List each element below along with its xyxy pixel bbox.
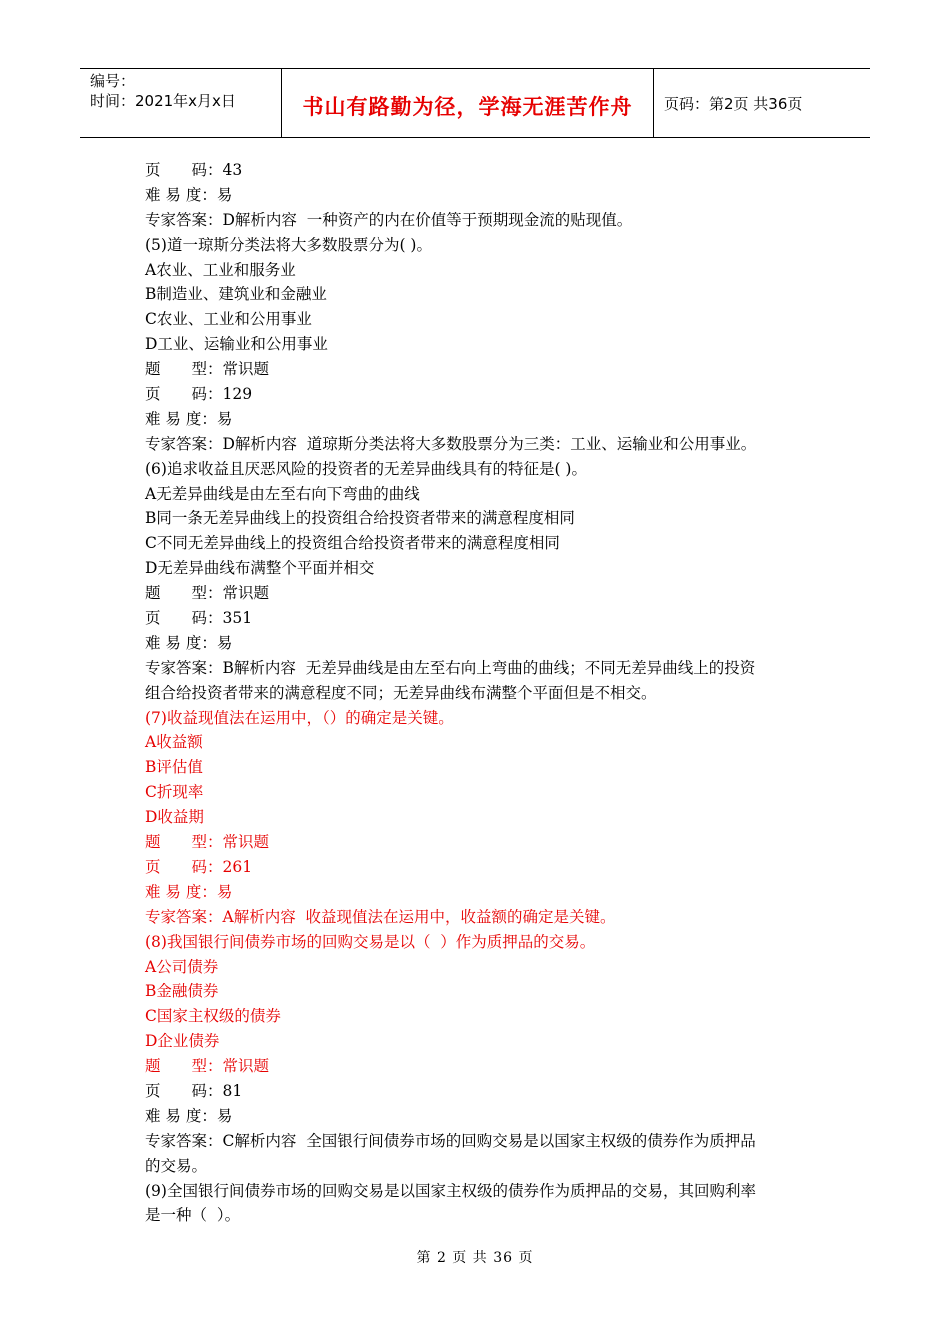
page-footer: 第 2 页 共 36 页	[416, 1250, 534, 1266]
text-line: 页 码：43	[145, 161, 243, 179]
text-line: C不同无差异曲线上的投资组合给投资者带来的满意程度相同	[145, 534, 560, 553]
text-line: (8)我国银行间债券市场的回购交易是以（ ）作为质押品的交易。	[145, 932, 596, 951]
header-right-cell	[654, 69, 870, 137]
text-line: C折现率	[145, 783, 204, 802]
text-line: D无差异曲线布满整个平面并相交	[145, 559, 375, 578]
page-header	[80, 68, 870, 138]
text-line: (5)道一琼斯分类法将大多数股票分为( )。	[145, 235, 432, 254]
text-line: 难 易 度：易	[145, 1106, 233, 1125]
text-line: A公司债券	[145, 957, 219, 976]
page-info: 页码：第2页 共36页	[664, 95, 803, 113]
text-line: 难 易 度：易	[145, 882, 233, 901]
time-label: 时间：2021年x月x日	[90, 92, 236, 110]
text-line: 专家答案：A解析内容 收益现值法在运用中，收益额的确定是关键。	[145, 907, 616, 926]
text-line: C国家主权级的债券	[145, 1007, 281, 1026]
text-line: D工业、运输业和公用事业	[145, 335, 328, 354]
text-line: B制造业、建筑业和金融业	[145, 285, 327, 304]
text-line: (6)追求收益且厌恶风险的投资者的无差异曲线具有的特征是( )。	[145, 459, 587, 478]
motto-title: 书山有路勤为径，学海无涯苦作舟	[302, 95, 633, 119]
text-line: 难 易 度：易	[145, 185, 233, 204]
text-line: B金融债券	[145, 982, 219, 1001]
text-line: C农业、工业和公用事业	[145, 310, 312, 329]
text-line: 难 易 度：易	[145, 409, 233, 428]
text-line: D收益期	[145, 808, 204, 827]
text-line: 专家答案：B解析内容 无差异曲线是由左至右向上弯曲的曲线；不同无差异曲线上的投资	[145, 658, 756, 677]
text-line: (7)收益现值法在运用中，（）的确定是关键。	[145, 708, 454, 727]
text-line: 页 码：351	[145, 609, 253, 628]
number-label: 编号：	[90, 72, 136, 90]
text-line: 专家答案：D解析内容 道琼斯分类法将大多数股票分为三类：工业、运输业和公用事业。	[145, 434, 757, 453]
text-line: A农业、工业和服务业	[145, 260, 296, 279]
text-line: 是一种（ ）。	[145, 1206, 241, 1225]
text-line: 题 型：常识题	[145, 833, 270, 852]
text-line: A收益额	[145, 733, 203, 752]
text-line: 题 型：常识题	[145, 584, 270, 603]
text-line: 题 型：常识题	[145, 1057, 270, 1076]
text-line: 难 易 度：易	[145, 633, 233, 652]
text-line: B评估值	[145, 758, 203, 777]
text-line: 页 码：81	[145, 1081, 243, 1100]
text-line: B同一条无差异曲线上的投资组合给投资者带来的满意程度相同	[145, 509, 575, 528]
text-line: (9)全国银行间债券市场的回购交易是以国家主权级的债券作为质押品的交易，其回购利率	[145, 1181, 756, 1200]
text-line: A无差异曲线是由左至右向下弯曲的曲线	[145, 484, 420, 503]
header-left-cell	[80, 69, 282, 137]
header-middle-cell	[282, 69, 654, 137]
text-line: D企业债券	[145, 1032, 220, 1051]
text-line: 专家答案：C解析内容 全国银行间债券市场的回购交易是以国家主权级的债券作为质押品	[145, 1131, 756, 1150]
text-line: 页 码：261	[145, 857, 253, 876]
text-line: 页 码：129	[145, 385, 253, 404]
text-line: 组合给投资者带来的满意程度不同；无差异曲线布满整个平面但是不相交。	[145, 683, 657, 702]
text-line: 题 型：常识题	[145, 360, 270, 379]
text-line: 专家答案：D解析内容 一种资产的内在价值等于预期现金流的贴现值。	[145, 210, 633, 229]
text-line: 的交易。	[145, 1156, 208, 1175]
document-body	[145, 158, 825, 1228]
